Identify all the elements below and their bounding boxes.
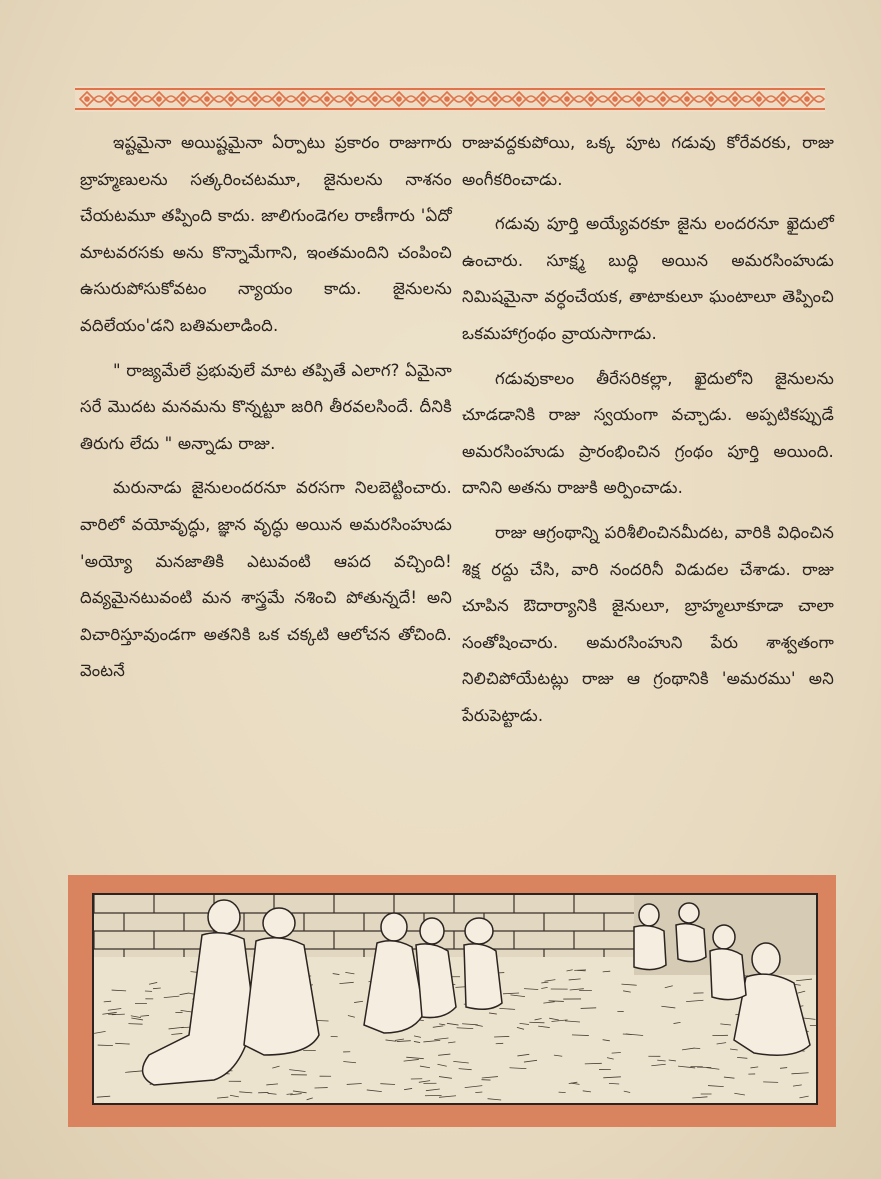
prison-scene-drawing [94,895,816,1103]
paragraph: ఇష్టమైనా అయిష్టమైనా ఏర్పాటు ప్రకారం రాజుగారు బ్రాహ్మణులను సత్కరించటమూ, జైనులను నాశనం చేయటమూ తప్పింది కాదు. జాలిగుండెగల రాణీగారు 'ఏదో మాటవరసకు అను కొన్నామేగాని, ఇంతమందిని చంపించి ఉసురుపోసుకోవటం న్యాయం కాదు. జైనులను వదిలేయం'డని బతిమలాడింది. [80,133,452,335]
paragraph: రాజువద్దకుపోయి, ఒక్క పూట గడువు కోరేవరకు, రాజు అంగీకరించాడు. [462,133,834,189]
paragraph: గడువుకాలం తీరేసరికల్లా, ఖైదులోని జైనులను చూడడానికి రాజు స్వయంగా వచ్చాడు. అప్పటికప్పుడే అమరసింహుడు ప్రారంభించిన గ్రంథం పూర్తి అయింది. దానిని అతను రాజుకి అర్పించాడు. [462,368,834,498]
illustration-frame [68,875,836,1127]
article-text [80,125,840,850]
right-column [462,125,834,743]
paragraph: మరునాడు జైనులందరనూ వరసగా నిలబెట్టించారు. వారిలో వయోవృద్ధు, జ్ఞాన వృద్ధు అయిన అమరసింహుడు 'అయ్యో మనజాతికి ఎటువంటి ఆపద వచ్చింది! దివ్యమైనటువంటి మన శాస్త్రమే నశించి పోతున్నదే! అని విచారిస్తూవుండగా అతనికి ఒక చక్కటి ఆలోచన తోచింది. వెంటనే [80,478,452,681]
paragraph: గడువు పూర్తి అయ్యేవరకూ జైను లందరనూ ఖైదులో ఉంచారు. సూక్ష్మ బుద్ధి అయిన అమరసింహుడు నిమిషమైనా వర్ధంచేయక, తాటాకులూ ఘంటాలూ తెప్పించి ఒకమహాగ్రంథం వ్రాయసాగాడు. [462,214,834,343]
illustration [92,893,818,1105]
paragraph: " రాజ్యమేలే ప్రభువులే మాట తప్పితే ఎలాగ? ఏమైనా సరే మొదట మనమను కొన్నట్టూ జరిగి తీరవలసిందే. దీనికి తిరుగు లేదు " అన్నాడు రాజు. [80,360,452,453]
decorative-border-band [75,86,825,112]
paragraph: రాజు ఆగ్రంథాన్ని పరిశీలించినమీదట, వారికి విధించిన శిక్ష రద్దు చేసి, వారి నందరినీ విడుదల చేశాడు. రాజు చూపిన ఔదార్యానికి జైనులూ, బ్రాహ్మలూకూడా చాలా సంతోషించారు. అమరసింహుని పేరు శాశ్వతంగా నిలిచిపోయేటట్లు రాజు ఆ గ్రంథానికి 'అమరము' అని పేరుపెట్టాడు. [462,522,834,725]
left-column [80,125,452,698]
